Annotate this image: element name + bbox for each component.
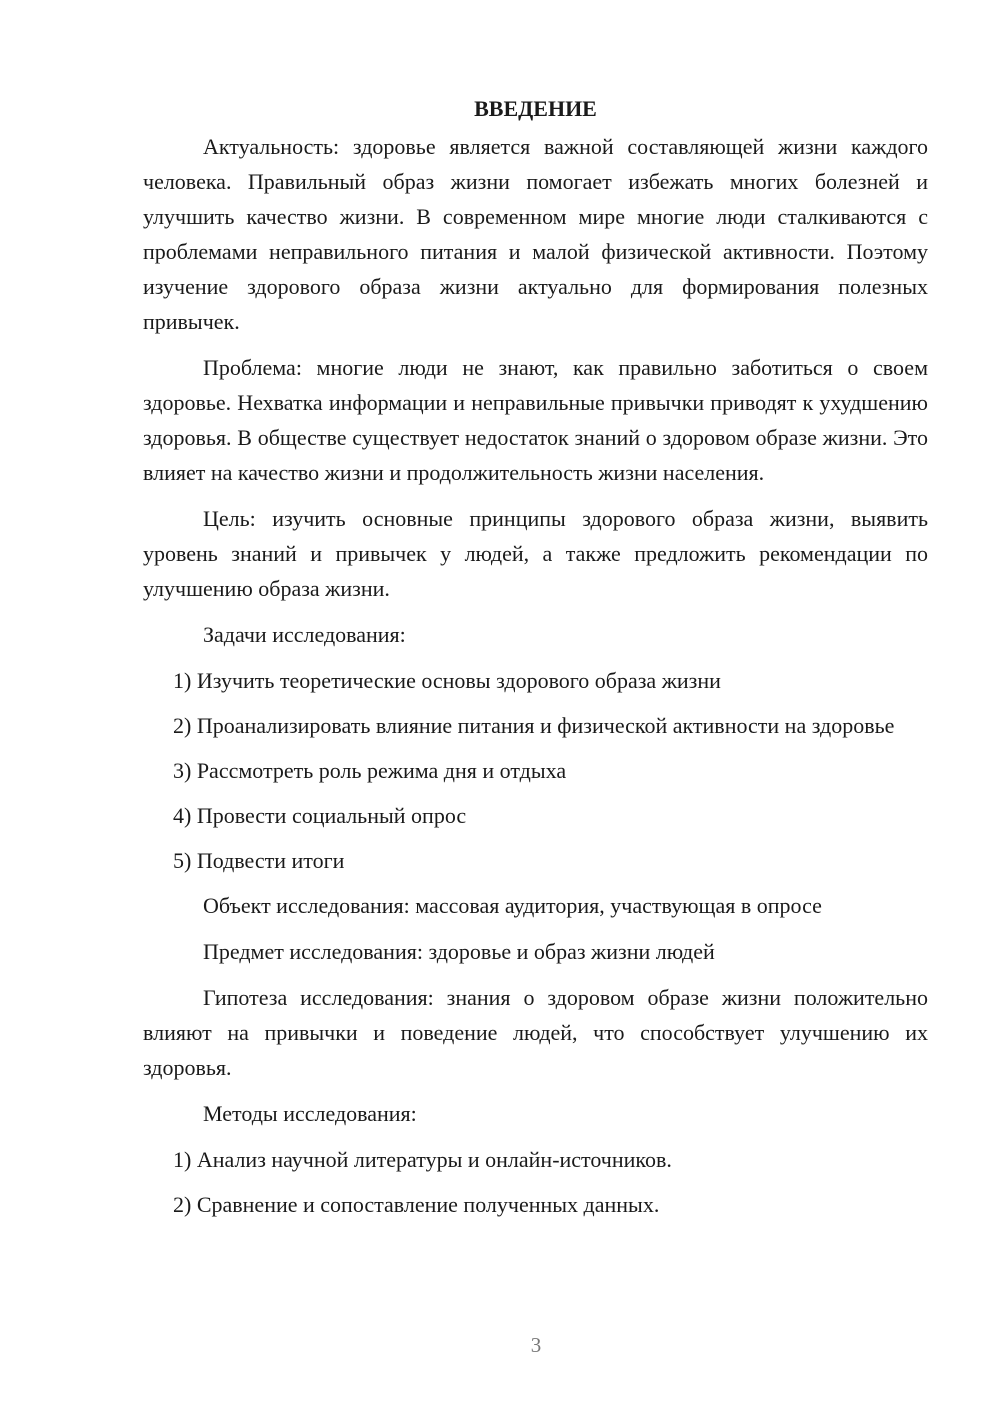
problem-paragraph: Проблема: многие люди не знают, как правильно заботиться о своем здоровье. Нехватка информации и неправильные привычки приводят к ухудшению здоровья. В обществе существует недостаток знаний о здоровом образе жизни. Это влияет на качество жизни и продолжительность жизни населения.: [143, 355, 928, 485]
object-paragraph: Объект исследования: массовая аудитория, участвующая в опросе: [203, 893, 822, 918]
tasks-heading: Задачи исследования:: [203, 622, 406, 647]
goal-paragraph: Цель: изучить основные принципы здорового образа жизни, выявить уровень знаний и привычек у людей, а также предложить рекомендации по улучшению образа жизни.: [143, 506, 928, 601]
methods-heading: Методы исследования:: [203, 1101, 417, 1126]
method-item-1: 1) Анализ научной литературы и онлайн-источников.: [173, 1147, 672, 1172]
subject-paragraph: Предмет исследования: здоровье и образ жизни людей: [203, 939, 715, 964]
page-title: ВВЕДЕНИЕ: [474, 96, 597, 121]
task-item-2: 2) Проанализировать влияние питания и физической активности на здоровье: [173, 713, 895, 738]
page-content: [143, 94, 928, 1232]
task-item-4: 4) Провести социальный опрос: [173, 803, 467, 828]
task-item-3: 3) Рассмотреть роль режима дня и отдыха: [173, 758, 567, 783]
method-item-2: 2) Сравнение и сопоставление полученных данных.: [173, 1192, 660, 1217]
relevance-paragraph: Актуальность: здоровье является важной составляющей жизни каждого человека. Правильный образ жизни помогает избежать многих болезней и улучшить качество жизни. В современном мире многие люди сталкиваются с проблемами неправильного питания и малой физической активности. Поэтому изучение здорового образа жизни актуально для формирования полезных привычек.: [143, 134, 928, 334]
hypothesis-paragraph: Гипотеза исследования: знания о здоровом образе жизни положительно влияют на привычки и поведение людей, что способствует улучшению их здоровья.: [143, 985, 928, 1080]
task-item-1: 1) Изучить теоретические основы здорового образа жизни: [173, 668, 721, 693]
task-item-5: 5) Подвести итоги: [173, 848, 345, 873]
page-number: 3: [530, 1333, 542, 1357]
